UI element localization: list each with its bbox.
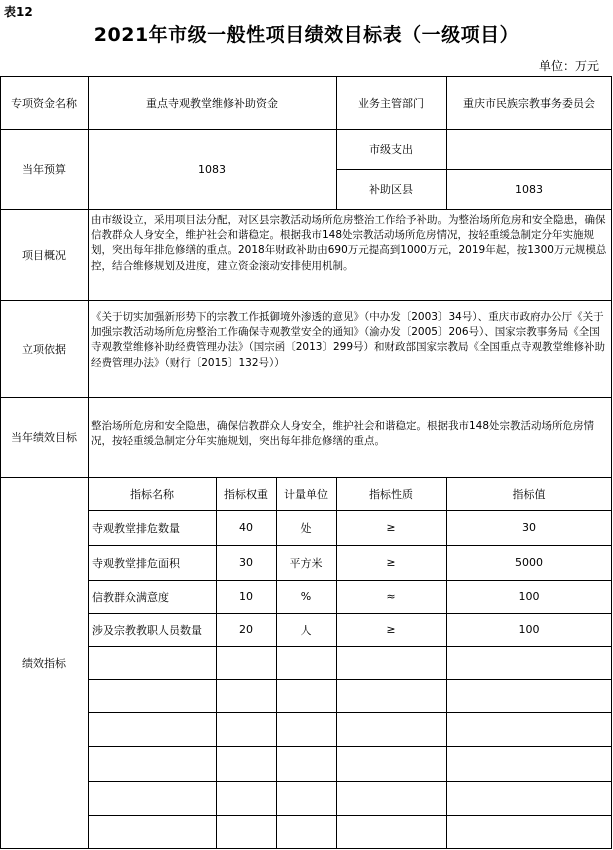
city-expense-label: 市级支出	[369, 143, 413, 156]
dept-label: 业务主管部门	[358, 96, 424, 110]
goal-label: 当年绩效目标	[11, 431, 77, 444]
district-subsidy-label: 补助区县	[369, 183, 413, 196]
indicator-name: 寺观教堂排危数量	[92, 521, 180, 535]
indicator-name: 信教群众满意度	[92, 590, 169, 604]
indicator-unit: 人	[300, 623, 312, 637]
indicator-value: 100	[518, 623, 540, 636]
fund-name-value: 重点寺观教堂维修补助资金	[146, 96, 278, 110]
unit-label: 单位：万元	[538, 59, 599, 73]
indicator-nature: ≥	[386, 556, 396, 569]
city-expense-value	[446, 129, 612, 169]
indicator-nature: ≈	[386, 590, 396, 603]
indicator-unit: 平方米	[289, 556, 323, 570]
budget-total: 1083	[198, 162, 226, 176]
overview-label: 项目概况	[22, 248, 66, 262]
basis-text: 《关于切实加强新形势下的宗教工作抵御境外渗透的意见》（中办发〔2003〕34号）、重庆市政府办公厅《关于加强宗教活动场所危房整治工作确保寺观教堂安全的通知》（渝办发〔2005〕206号）、国家宗教事务局《全国寺观教堂维修补助经费管理办法》（国宗函〔2013〕299号）和财政部国家宗教局《全国重点寺观教堂维修补助经费管理办法》（财行〔2015〕132号））	[91, 311, 606, 369]
fund-name-label: 专项资金名称	[11, 96, 77, 110]
indicator-value: 100	[518, 590, 540, 603]
header-unit: 计量单位	[284, 487, 328, 501]
goal-text: 整治场所危房和安全隐患，确保信教群众人身安全，维护社会和谐稳定。根据我市148处宗教活动场所危房情况，按轻重缓急制定分年实施规划，突出每年排危修缮的重点。	[91, 420, 595, 448]
dept-value: 重庆市民族宗教事务委员会	[463, 96, 595, 110]
district-subsidy-value: 1083	[515, 182, 543, 196]
indicator-nature: ≥	[386, 521, 396, 534]
indicator-unit: %	[300, 590, 312, 603]
basis-label: 立项依据	[22, 342, 66, 356]
indicator-weight: 30	[239, 556, 253, 569]
budget-label: 当年预算	[22, 163, 66, 176]
indicator-name: 寺观教堂排危面积	[92, 556, 180, 570]
indicator-weight: 20	[239, 623, 253, 636]
indicator-value: 5000	[515, 556, 543, 569]
header-nature: 指标性质	[369, 487, 413, 501]
table-tag: 表12	[4, 5, 33, 19]
indicator-unit: 处	[300, 521, 312, 535]
indicator-nature: ≥	[386, 623, 396, 636]
indicators-label: 绩效指标	[22, 657, 66, 670]
indicator-weight: 10	[239, 590, 253, 603]
page-title: 2021年市级一般性项目绩效目标表（一级项目）	[93, 24, 520, 46]
indicator-weight: 40	[239, 521, 253, 534]
indicator-value: 30	[522, 521, 536, 534]
indicator-name: 涉及宗教教职人员数量	[92, 623, 202, 637]
header-value: 指标值	[512, 487, 546, 501]
header-indicator-name: 指标名称	[130, 487, 174, 501]
header-weight: 指标权重	[224, 487, 268, 501]
overview-text: 由市级设立，采用项目法分配，对区县宗教活动场所危房整治工作给予补助。为整治场所危房和安全隐患，确保信教群众人身安全，维护社会和谐稳定。根据我市148处宗教活动场所危房情况，按轻重缓急制定分年实施规划，突出每年排危修缮的重点。2018年财政补助由690万元提高到1000万元，2019年起，按1300万元规模总控，结合维修规划及进度，建立资金滚动安排使用机制。	[91, 214, 607, 272]
